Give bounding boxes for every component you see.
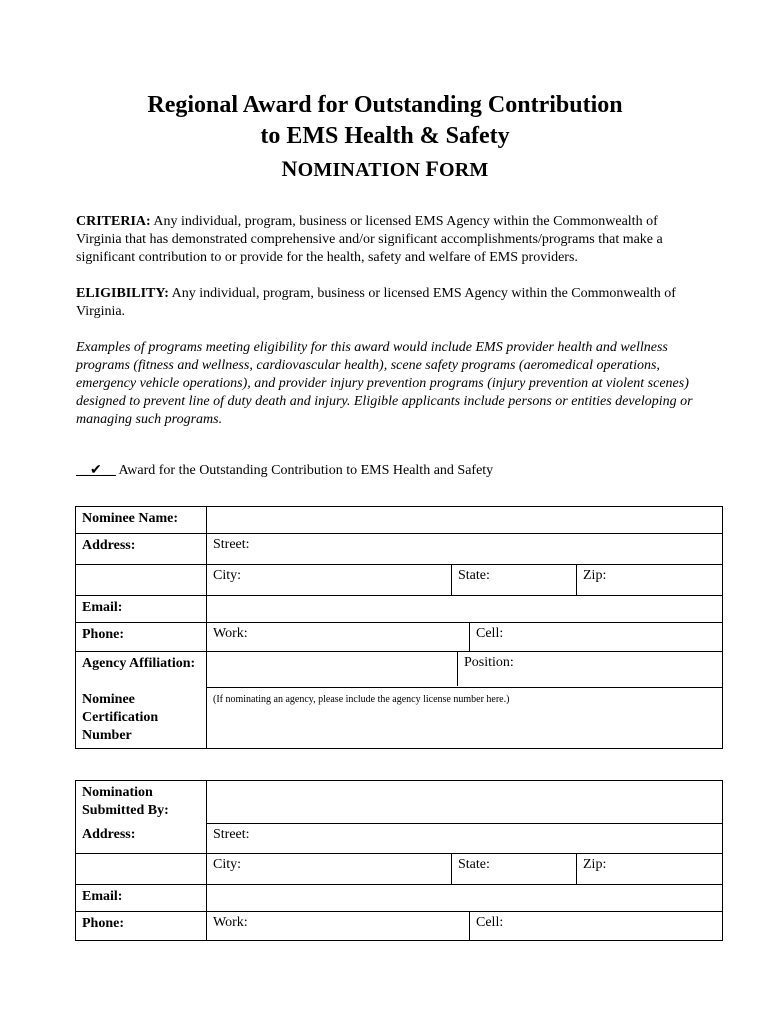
submitter-cell-phone-field[interactable] — [470, 912, 509, 940]
criteria-text: Any individual, program, business or licensed EMS Agency within the Commonwealth of Virginia that has demonstrated comprehensive and/or significant accomplishments/programs that make a significant contribution to or provide for the health, safety and welfare of EMS providers. — [76, 214, 663, 265]
cell-label: Cell: — [476, 914, 504, 930]
city-label: City: — [213, 568, 242, 583]
submitter-phone-label: Phone: — [76, 911, 207, 940]
zip-label: Zip: — [583, 856, 607, 872]
submitter-work-phone-field[interactable] — [207, 912, 470, 940]
zip-label: Zip: — [583, 568, 607, 583]
nominee-cell-phone-field[interactable] — [470, 623, 509, 651]
agency-affiliation-label: Agency Affiliation: — [76, 652, 207, 688]
submitter-state-field[interactable] — [452, 853, 577, 884]
form-heading-part2: ORM — [439, 159, 489, 181]
work-label: Work: — [213, 914, 248, 930]
certification-number-label: Nominee Certification Number — [76, 688, 207, 749]
title-line-1: Regional Award for Outstanding Contribution — [147, 92, 623, 118]
street-label: Street: — [213, 826, 250, 842]
agency-cells — [207, 652, 723, 688]
nominee-table — [75, 506, 723, 749]
submitter-email-field[interactable] — [207, 884, 723, 911]
submitter-city-field[interactable] — [207, 853, 452, 884]
eligibility-paragraph — [76, 285, 706, 321]
state-label: State: — [458, 856, 490, 872]
submitter-email-label: Email: — [76, 884, 207, 911]
certification-hint: (If nominating an agency, please include the agency license number here.) — [213, 694, 510, 705]
submitted-by-label: Nomination Submitted By: — [76, 781, 207, 824]
criteria-paragraph — [76, 213, 706, 267]
agency-affiliation-field[interactable] — [207, 652, 458, 686]
submitter-address-blank — [76, 853, 207, 884]
nominee-city-field[interactable] — [207, 565, 452, 596]
examples-paragraph: Examples of programs meeting eligibility for this award would include EMS provider health and wellness programs (fitness and wellness, cardiovascular health), scene safety programs (aeromedical operations, emergency vehicle operations), and provider injury prevention programs (injury prevention at violent scenes) designed to prevent line of duty death and injury. Eligible applicants include persons or entities developing or managing such programs. — [76, 340, 693, 427]
certification-number-field[interactable] — [207, 688, 723, 749]
form-heading-part1: OMINATION — [297, 159, 426, 181]
submitted-by-field[interactable] — [207, 781, 723, 824]
work-label: Work: — [213, 626, 248, 641]
title-line-2: to EMS Health & Safety — [260, 123, 510, 149]
street-label: Street: — [213, 537, 250, 552]
nominee-address-label: Address: — [76, 534, 207, 565]
eligibility-label: ELIGIBILITY: — [76, 286, 169, 301]
city-label: City: — [213, 856, 242, 872]
award-label: Award for the Outstanding Contribution to EMS Health and Safety — [115, 463, 494, 478]
nominee-phone-cells — [207, 623, 723, 652]
submitter-address-label: Address: — [76, 823, 207, 853]
nominee-street-field[interactable] — [207, 534, 723, 565]
form-heading-f: F — [425, 156, 439, 181]
nominee-email-field[interactable] — [207, 596, 723, 623]
position-label: Position: — [464, 655, 514, 670]
criteria-label: CRITERIA: — [76, 214, 151, 229]
award-selection — [76, 462, 706, 480]
nominee-state-field[interactable] — [452, 565, 577, 596]
eligibility-text: Any individual, program, business or licensed EMS Agency within the Commonwealth of Virginia. — [76, 286, 676, 319]
nominee-phone-label: Phone: — [76, 623, 207, 652]
award-checkbox[interactable]: __✔__ — [76, 463, 116, 478]
cell-label: Cell: — [476, 626, 504, 641]
submitter-zip-field[interactable] — [577, 853, 723, 884]
form-heading-n: N — [281, 156, 298, 181]
nominee-work-phone-field[interactable] — [207, 623, 470, 651]
submitter-table — [75, 780, 723, 941]
form-heading — [0, 156, 770, 182]
nominee-zip-field[interactable] — [577, 565, 723, 596]
position-field[interactable] — [458, 652, 520, 686]
nominee-name-label: Nominee Name: — [76, 507, 207, 534]
submitter-phone-cells — [207, 911, 723, 940]
state-label: State: — [458, 568, 490, 583]
nominee-name-field[interactable] — [207, 507, 723, 534]
nominee-address-blank — [76, 565, 207, 596]
submitter-street-field[interactable] — [207, 823, 723, 853]
nominee-email-label: Email: — [76, 596, 207, 623]
